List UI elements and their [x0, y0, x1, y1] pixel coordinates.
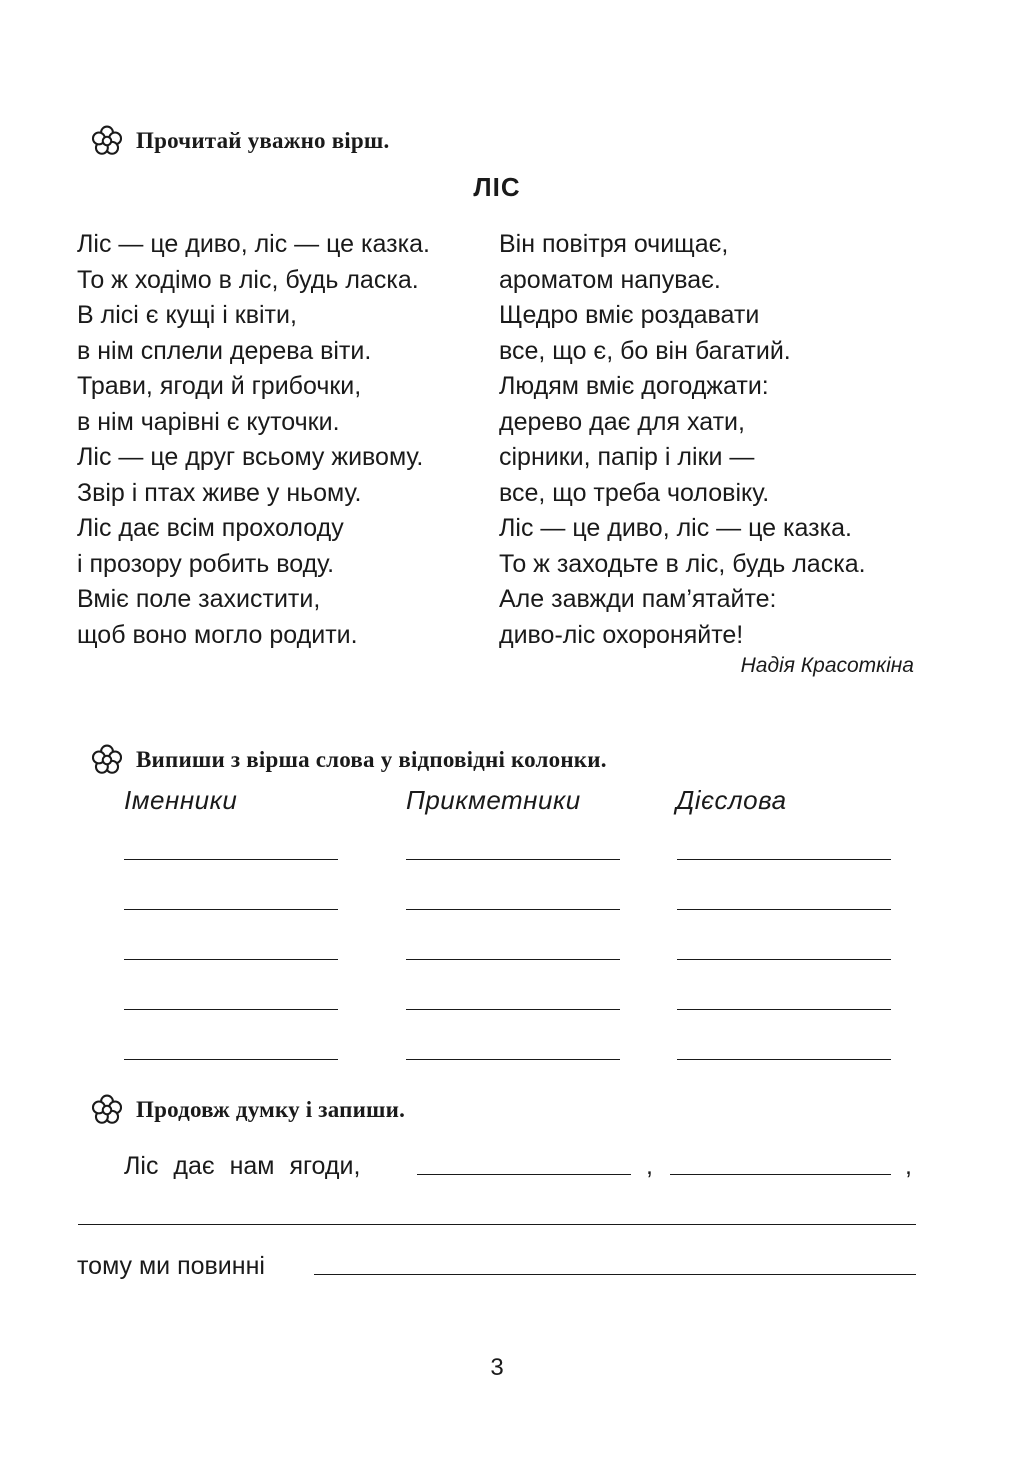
poem-line: В лісі є кущі і квіти,	[77, 301, 297, 329]
poem-author: Надія Красоткіна	[740, 654, 914, 677]
nouns-answer-line[interactable]	[124, 1059, 338, 1060]
poem-line: щоб воно могло родити.	[77, 620, 358, 649]
adjectives-answer-line[interactable]	[406, 1059, 620, 1060]
verbs-answer-line[interactable]	[677, 1009, 891, 1010]
poem-left-column	[77, 227, 430, 653]
verbs-answer-line[interactable]	[677, 1059, 891, 1060]
poem-line: дерево дає для хати,	[499, 407, 745, 436]
adjectives-answer-line[interactable]	[406, 959, 620, 960]
nouns-answer-line[interactable]	[124, 1009, 338, 1010]
task-continue-label: Продовж думку і запиши.	[136, 1097, 406, 1122]
task-continue	[90, 1093, 405, 1127]
poem-line: в нім сплели дерева віти.	[77, 336, 372, 365]
poem-line: і прозору робить воду.	[77, 549, 335, 578]
poem-line: диво-ліс охороняйте!	[499, 620, 744, 649]
nouns-answer-line[interactable]	[124, 859, 338, 860]
flower-icon	[90, 1093, 124, 1127]
poem-line: Але завжди пам’ятайте:	[499, 585, 777, 613]
poem-line: То ж ходімо в ліс, будь ласка.	[77, 265, 419, 294]
verbs-answer-line[interactable]	[677, 859, 891, 860]
poem-line: сірники, папір і ліки —	[499, 443, 755, 471]
adjectives-answer-line[interactable]	[406, 859, 620, 860]
column-header-verbs: Дієслова	[676, 785, 787, 815]
poem-right-column	[499, 227, 866, 653]
poem-line: Людям вміє догоджати:	[499, 372, 769, 400]
nouns-answer-line[interactable]	[124, 909, 338, 910]
page-number: 3	[490, 1354, 504, 1381]
column-header-adjectives: Прикметники	[406, 785, 581, 815]
poem-title: ЛІС	[473, 172, 521, 202]
continue-comma: ,	[905, 1152, 912, 1180]
verbs-answer-line[interactable]	[677, 959, 891, 960]
poem-line: Щедро вміє роздавати	[499, 301, 760, 329]
continue-answer-line[interactable]	[670, 1174, 891, 1175]
poem-line: Ліс дає всім прохолоду	[77, 514, 344, 542]
poem-line: в нім чарівні є куточки.	[77, 407, 340, 436]
poem-line: То ж заходьте в ліс, будь ласка.	[499, 549, 866, 578]
task-columns	[90, 743, 607, 777]
continue-answer-line[interactable]	[78, 1224, 916, 1225]
poem-line: Ліс — це друг всьому живому.	[77, 443, 424, 471]
poem-line: Ліс — це диво, ліс — це казка.	[499, 514, 852, 542]
continue-answer-line[interactable]	[314, 1274, 916, 1275]
adjectives-answer-line[interactable]	[406, 1009, 620, 1010]
poem-line: Звір і птах живе у ньому.	[77, 478, 362, 507]
poem-line: ароматом напуває.	[499, 265, 721, 294]
poem-line: Вміє поле захистити,	[77, 585, 321, 613]
poem-line: все, що є, бо він багатий.	[499, 336, 791, 365]
task-read-poem	[90, 124, 389, 158]
flower-icon	[90, 124, 124, 158]
flower-icon	[90, 743, 124, 777]
verbs-answer-line[interactable]	[677, 909, 891, 910]
poem-line: Ліс — це диво, ліс — це казка.	[77, 230, 430, 258]
continue-line2-start: тому ми повинні	[77, 1252, 265, 1280]
poem-line: все, що треба чоловіку.	[499, 478, 770, 507]
adjectives-answer-line[interactable]	[406, 909, 620, 910]
continue-sentence-start: Ліс дає нам ягоди,	[124, 1152, 361, 1180]
task-read-label: Прочитай уважно вірш.	[136, 128, 390, 153]
task-columns-label: Випиши з вірша слова у відповідні колонки.	[136, 747, 607, 772]
continue-answer-line[interactable]	[417, 1174, 631, 1175]
poem-line: Він повітря очищає,	[499, 230, 729, 258]
continue-comma: ,	[646, 1152, 653, 1180]
column-header-nouns: Іменники	[124, 785, 238, 815]
nouns-answer-line[interactable]	[124, 959, 338, 960]
poem-line: Трави, ягоди й грибочки,	[77, 372, 362, 400]
